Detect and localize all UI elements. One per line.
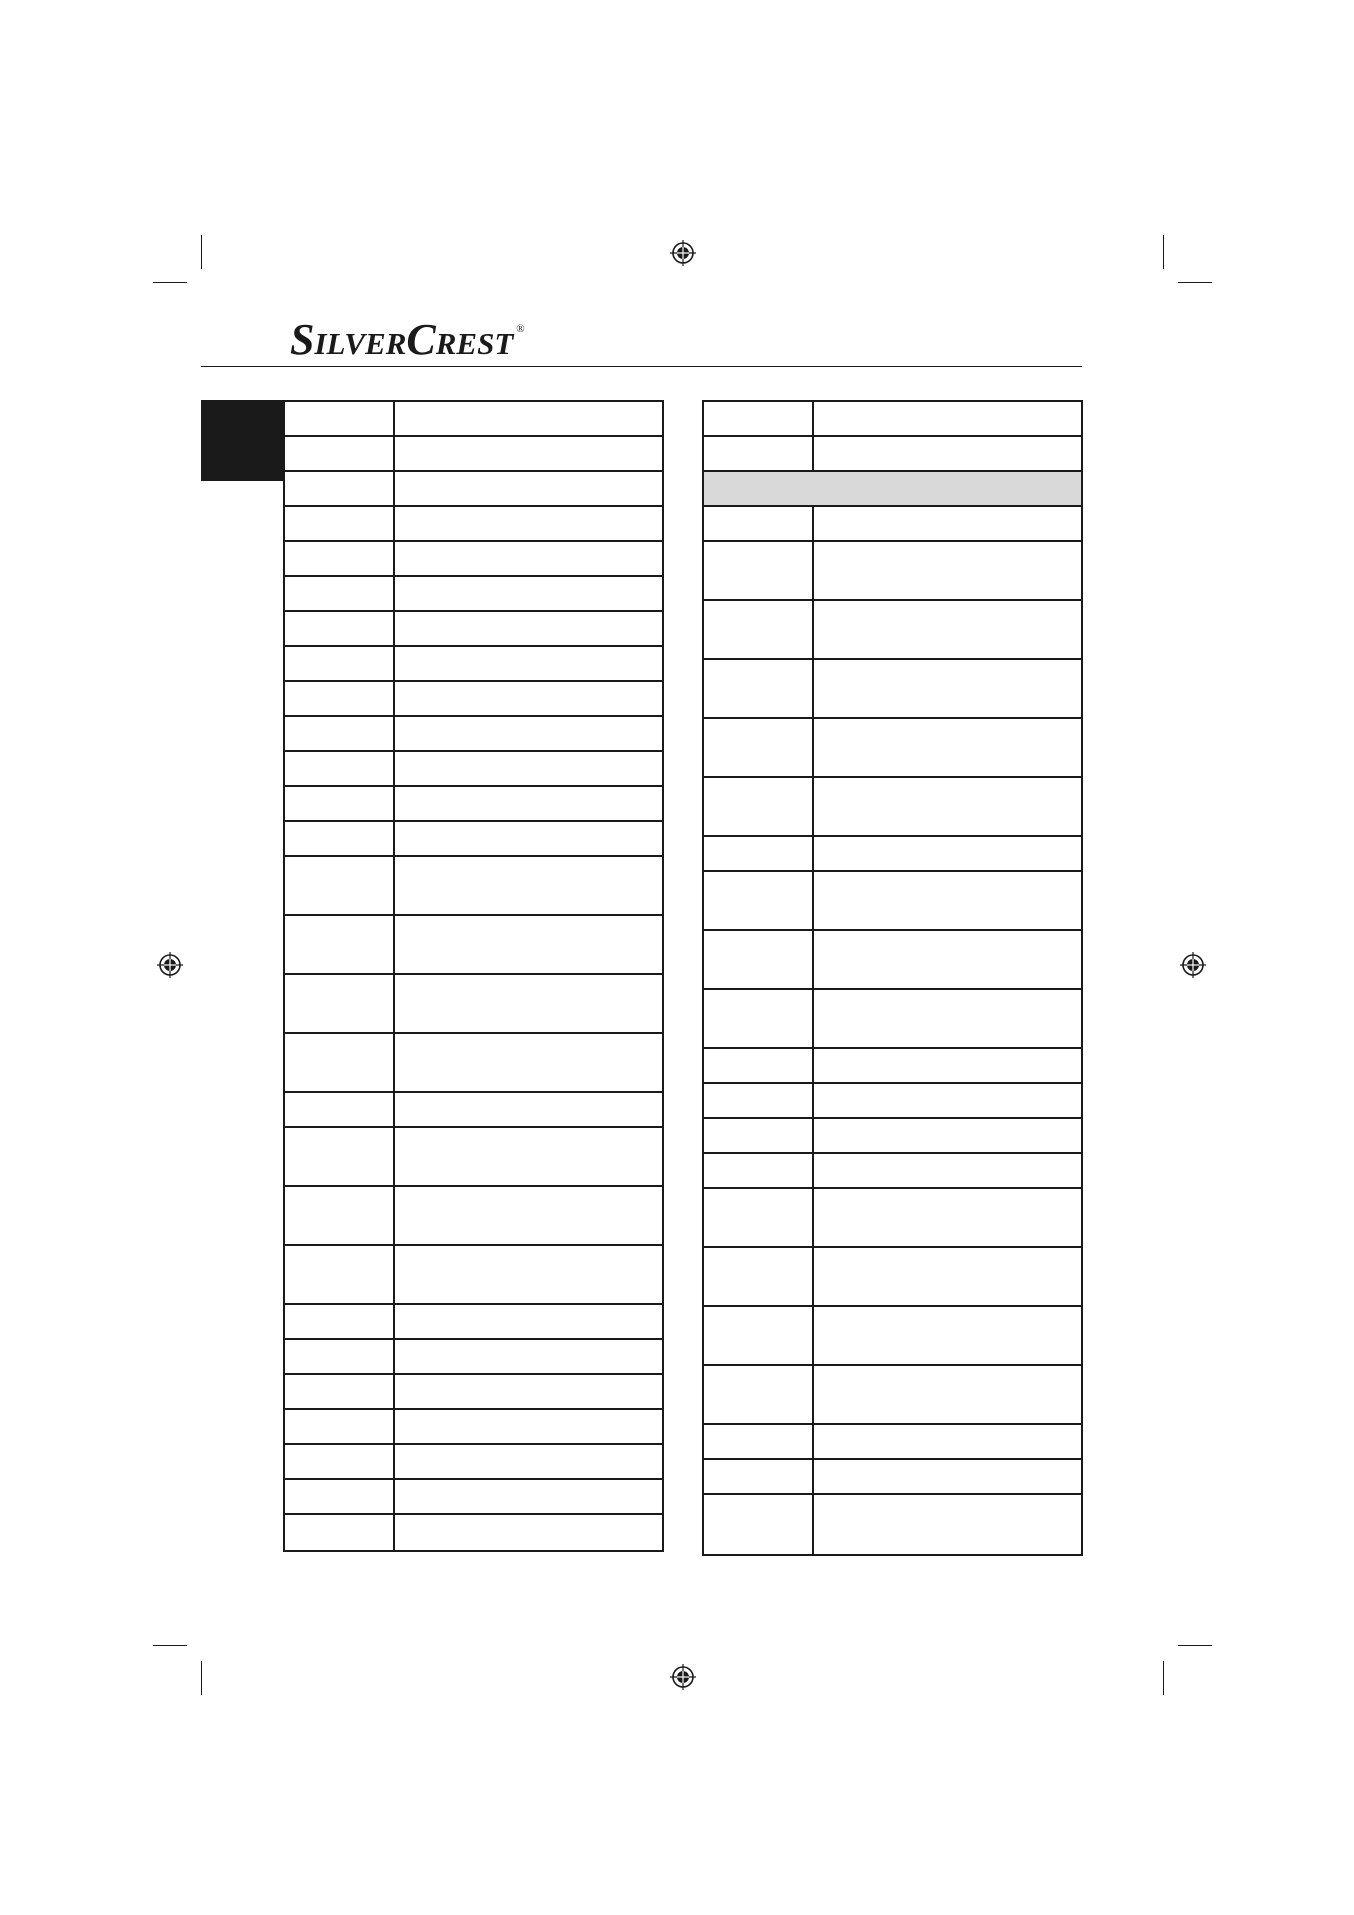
code-cell	[704, 1189, 814, 1246]
table-row	[704, 542, 1081, 601]
code-table-left	[283, 400, 664, 1552]
code-table-right	[702, 400, 1083, 1556]
description-cell	[395, 1515, 662, 1550]
code-cell	[285, 752, 395, 785]
description-cell	[395, 1305, 662, 1338]
description-cell	[395, 1187, 662, 1244]
code-cell	[285, 717, 395, 750]
code-cell	[285, 1128, 395, 1185]
description-cell	[814, 402, 1081, 435]
crop-mark-bottom-left-horizontal	[153, 1645, 187, 1646]
code-cell	[704, 1154, 814, 1187]
code-cell	[704, 1248, 814, 1305]
description-cell	[814, 1366, 1081, 1423]
table-row	[285, 857, 662, 916]
code-cell	[285, 507, 395, 540]
section-cell	[704, 472, 1081, 505]
table-row	[704, 872, 1081, 931]
table-row	[285, 1515, 662, 1550]
code-cell	[704, 1425, 814, 1458]
table-row	[285, 402, 662, 437]
table-row	[285, 822, 662, 857]
description-cell	[814, 507, 1081, 540]
logo-letter-c: C	[406, 315, 436, 364]
code-cell	[704, 1119, 814, 1152]
table-row	[704, 1460, 1081, 1495]
code-cell	[285, 682, 395, 715]
crop-mark-bottom-right-horizontal	[1178, 1645, 1212, 1646]
crop-mark-bottom-right-vertical	[1163, 1661, 1164, 1695]
table-row	[285, 1246, 662, 1305]
code-cell	[285, 1480, 395, 1513]
description-cell	[814, 719, 1081, 776]
table-row	[704, 437, 1081, 472]
code-cell	[285, 1093, 395, 1126]
table-row	[704, 1189, 1081, 1248]
crop-mark-top-left-vertical	[201, 235, 202, 269]
description-cell	[395, 542, 662, 575]
code-cell	[285, 1305, 395, 1338]
table-row	[285, 507, 662, 542]
table-row	[704, 1119, 1081, 1154]
table-row	[285, 1187, 662, 1246]
code-cell	[704, 437, 814, 470]
code-cell	[285, 787, 395, 820]
table-row	[704, 931, 1081, 990]
table-row	[704, 601, 1081, 660]
description-cell	[395, 682, 662, 715]
code-cell	[704, 507, 814, 540]
code-cell	[704, 1049, 814, 1082]
description-cell	[814, 1154, 1081, 1187]
description-cell	[395, 1445, 662, 1478]
description-cell	[814, 1084, 1081, 1117]
table-row	[285, 1445, 662, 1480]
description-cell	[814, 1425, 1081, 1458]
table-row	[285, 1410, 662, 1445]
code-cell	[285, 577, 395, 610]
language-tab	[201, 400, 284, 481]
table-row	[285, 1305, 662, 1340]
code-cell	[704, 402, 814, 435]
registration-target-icon	[670, 240, 696, 266]
description-cell	[395, 612, 662, 645]
table-row	[704, 990, 1081, 1049]
code-cell	[285, 1375, 395, 1408]
table-row	[285, 612, 662, 647]
description-cell	[395, 507, 662, 540]
table-row	[285, 577, 662, 612]
table-row	[285, 472, 662, 507]
table-section-row	[704, 472, 1081, 507]
crop-mark-top-right-vertical	[1163, 235, 1164, 269]
table-row	[704, 1366, 1081, 1425]
description-cell	[395, 787, 662, 820]
description-cell	[395, 472, 662, 505]
code-cell	[704, 719, 814, 776]
code-cell	[285, 1445, 395, 1478]
description-cell	[395, 437, 662, 470]
description-cell	[395, 402, 662, 435]
code-cell	[285, 916, 395, 973]
description-cell	[395, 975, 662, 1032]
code-cell	[704, 837, 814, 870]
table-row	[285, 542, 662, 577]
table-row	[285, 717, 662, 752]
code-cell	[704, 1084, 814, 1117]
registration-target-icon	[1180, 952, 1206, 978]
code-cell	[285, 1187, 395, 1244]
code-cell	[285, 857, 395, 914]
table-row	[704, 1084, 1081, 1119]
description-cell	[395, 1340, 662, 1373]
description-cell	[395, 857, 662, 914]
table-row	[285, 1480, 662, 1515]
table-row	[285, 437, 662, 472]
table-row	[704, 1049, 1081, 1084]
description-cell	[395, 1246, 662, 1303]
table-row	[704, 1154, 1081, 1189]
description-cell	[395, 1480, 662, 1513]
table-row	[285, 1034, 662, 1093]
code-cell	[704, 542, 814, 599]
header-rule	[201, 366, 1082, 367]
description-cell	[814, 778, 1081, 835]
code-cell	[285, 612, 395, 645]
table-row	[285, 682, 662, 717]
description-cell	[814, 1248, 1081, 1305]
table-row	[285, 1340, 662, 1375]
table-row	[704, 1307, 1081, 1366]
table-row	[704, 507, 1081, 542]
description-cell	[814, 1189, 1081, 1246]
silvercrest-logo	[290, 315, 525, 364]
description-cell	[395, 1034, 662, 1091]
code-cell	[285, 975, 395, 1032]
code-cell	[704, 778, 814, 835]
table-row	[285, 975, 662, 1034]
description-cell	[814, 931, 1081, 988]
code-cell	[704, 931, 814, 988]
crop-mark-top-left-horizontal	[153, 282, 187, 283]
code-cell	[285, 647, 395, 680]
code-cell	[285, 472, 395, 505]
code-cell	[704, 1460, 814, 1493]
description-cell	[395, 1410, 662, 1443]
code-cell	[285, 1034, 395, 1091]
table-row	[704, 719, 1081, 778]
table-row	[704, 1248, 1081, 1307]
description-cell	[395, 577, 662, 610]
registration-target-icon	[670, 1664, 696, 1690]
description-cell	[814, 1495, 1081, 1554]
registration-target-icon	[157, 952, 183, 978]
description-cell	[814, 660, 1081, 717]
code-cell	[285, 1340, 395, 1373]
code-cell	[285, 402, 395, 435]
table-row	[704, 1425, 1081, 1460]
description-cell	[395, 916, 662, 973]
description-cell	[395, 1375, 662, 1408]
code-cell	[285, 437, 395, 470]
table-row	[285, 787, 662, 822]
code-cell	[704, 660, 814, 717]
code-cell	[285, 542, 395, 575]
description-cell	[395, 647, 662, 680]
code-cell	[704, 1366, 814, 1423]
logo-text-rest: REST	[435, 326, 514, 361]
code-cell	[704, 872, 814, 929]
description-cell	[814, 437, 1081, 470]
code-cell	[704, 601, 814, 658]
code-cell	[704, 1307, 814, 1364]
description-cell	[814, 601, 1081, 658]
table-row	[285, 1093, 662, 1128]
description-cell	[814, 542, 1081, 599]
code-cell	[704, 990, 814, 1047]
table-row	[285, 1375, 662, 1410]
description-cell	[395, 717, 662, 750]
description-cell	[395, 822, 662, 855]
registered-mark: ®	[516, 323, 525, 335]
crop-mark-bottom-left-vertical	[201, 1661, 202, 1695]
code-cell	[285, 822, 395, 855]
table-row	[285, 647, 662, 682]
code-cell	[285, 1410, 395, 1443]
description-cell	[395, 1128, 662, 1185]
description-cell	[395, 752, 662, 785]
crop-mark-top-right-horizontal	[1178, 282, 1212, 283]
description-cell	[814, 1049, 1081, 1082]
table-row	[704, 837, 1081, 872]
description-cell	[814, 990, 1081, 1047]
description-cell	[814, 837, 1081, 870]
description-cell	[395, 1093, 662, 1126]
table-row	[704, 660, 1081, 719]
description-cell	[814, 1307, 1081, 1364]
code-cell	[285, 1246, 395, 1303]
table-row	[704, 778, 1081, 837]
logo-text-ilver: ILVER	[314, 326, 407, 361]
table-row	[285, 752, 662, 787]
table-row	[285, 916, 662, 975]
description-cell	[814, 1460, 1081, 1493]
logo-letter-s: S	[290, 315, 315, 364]
table-row	[285, 1128, 662, 1187]
table-row	[704, 402, 1081, 437]
code-cell	[704, 1495, 814, 1554]
code-cell	[285, 1515, 395, 1550]
description-cell	[814, 872, 1081, 929]
table-row	[704, 1495, 1081, 1554]
description-cell	[814, 1119, 1081, 1152]
